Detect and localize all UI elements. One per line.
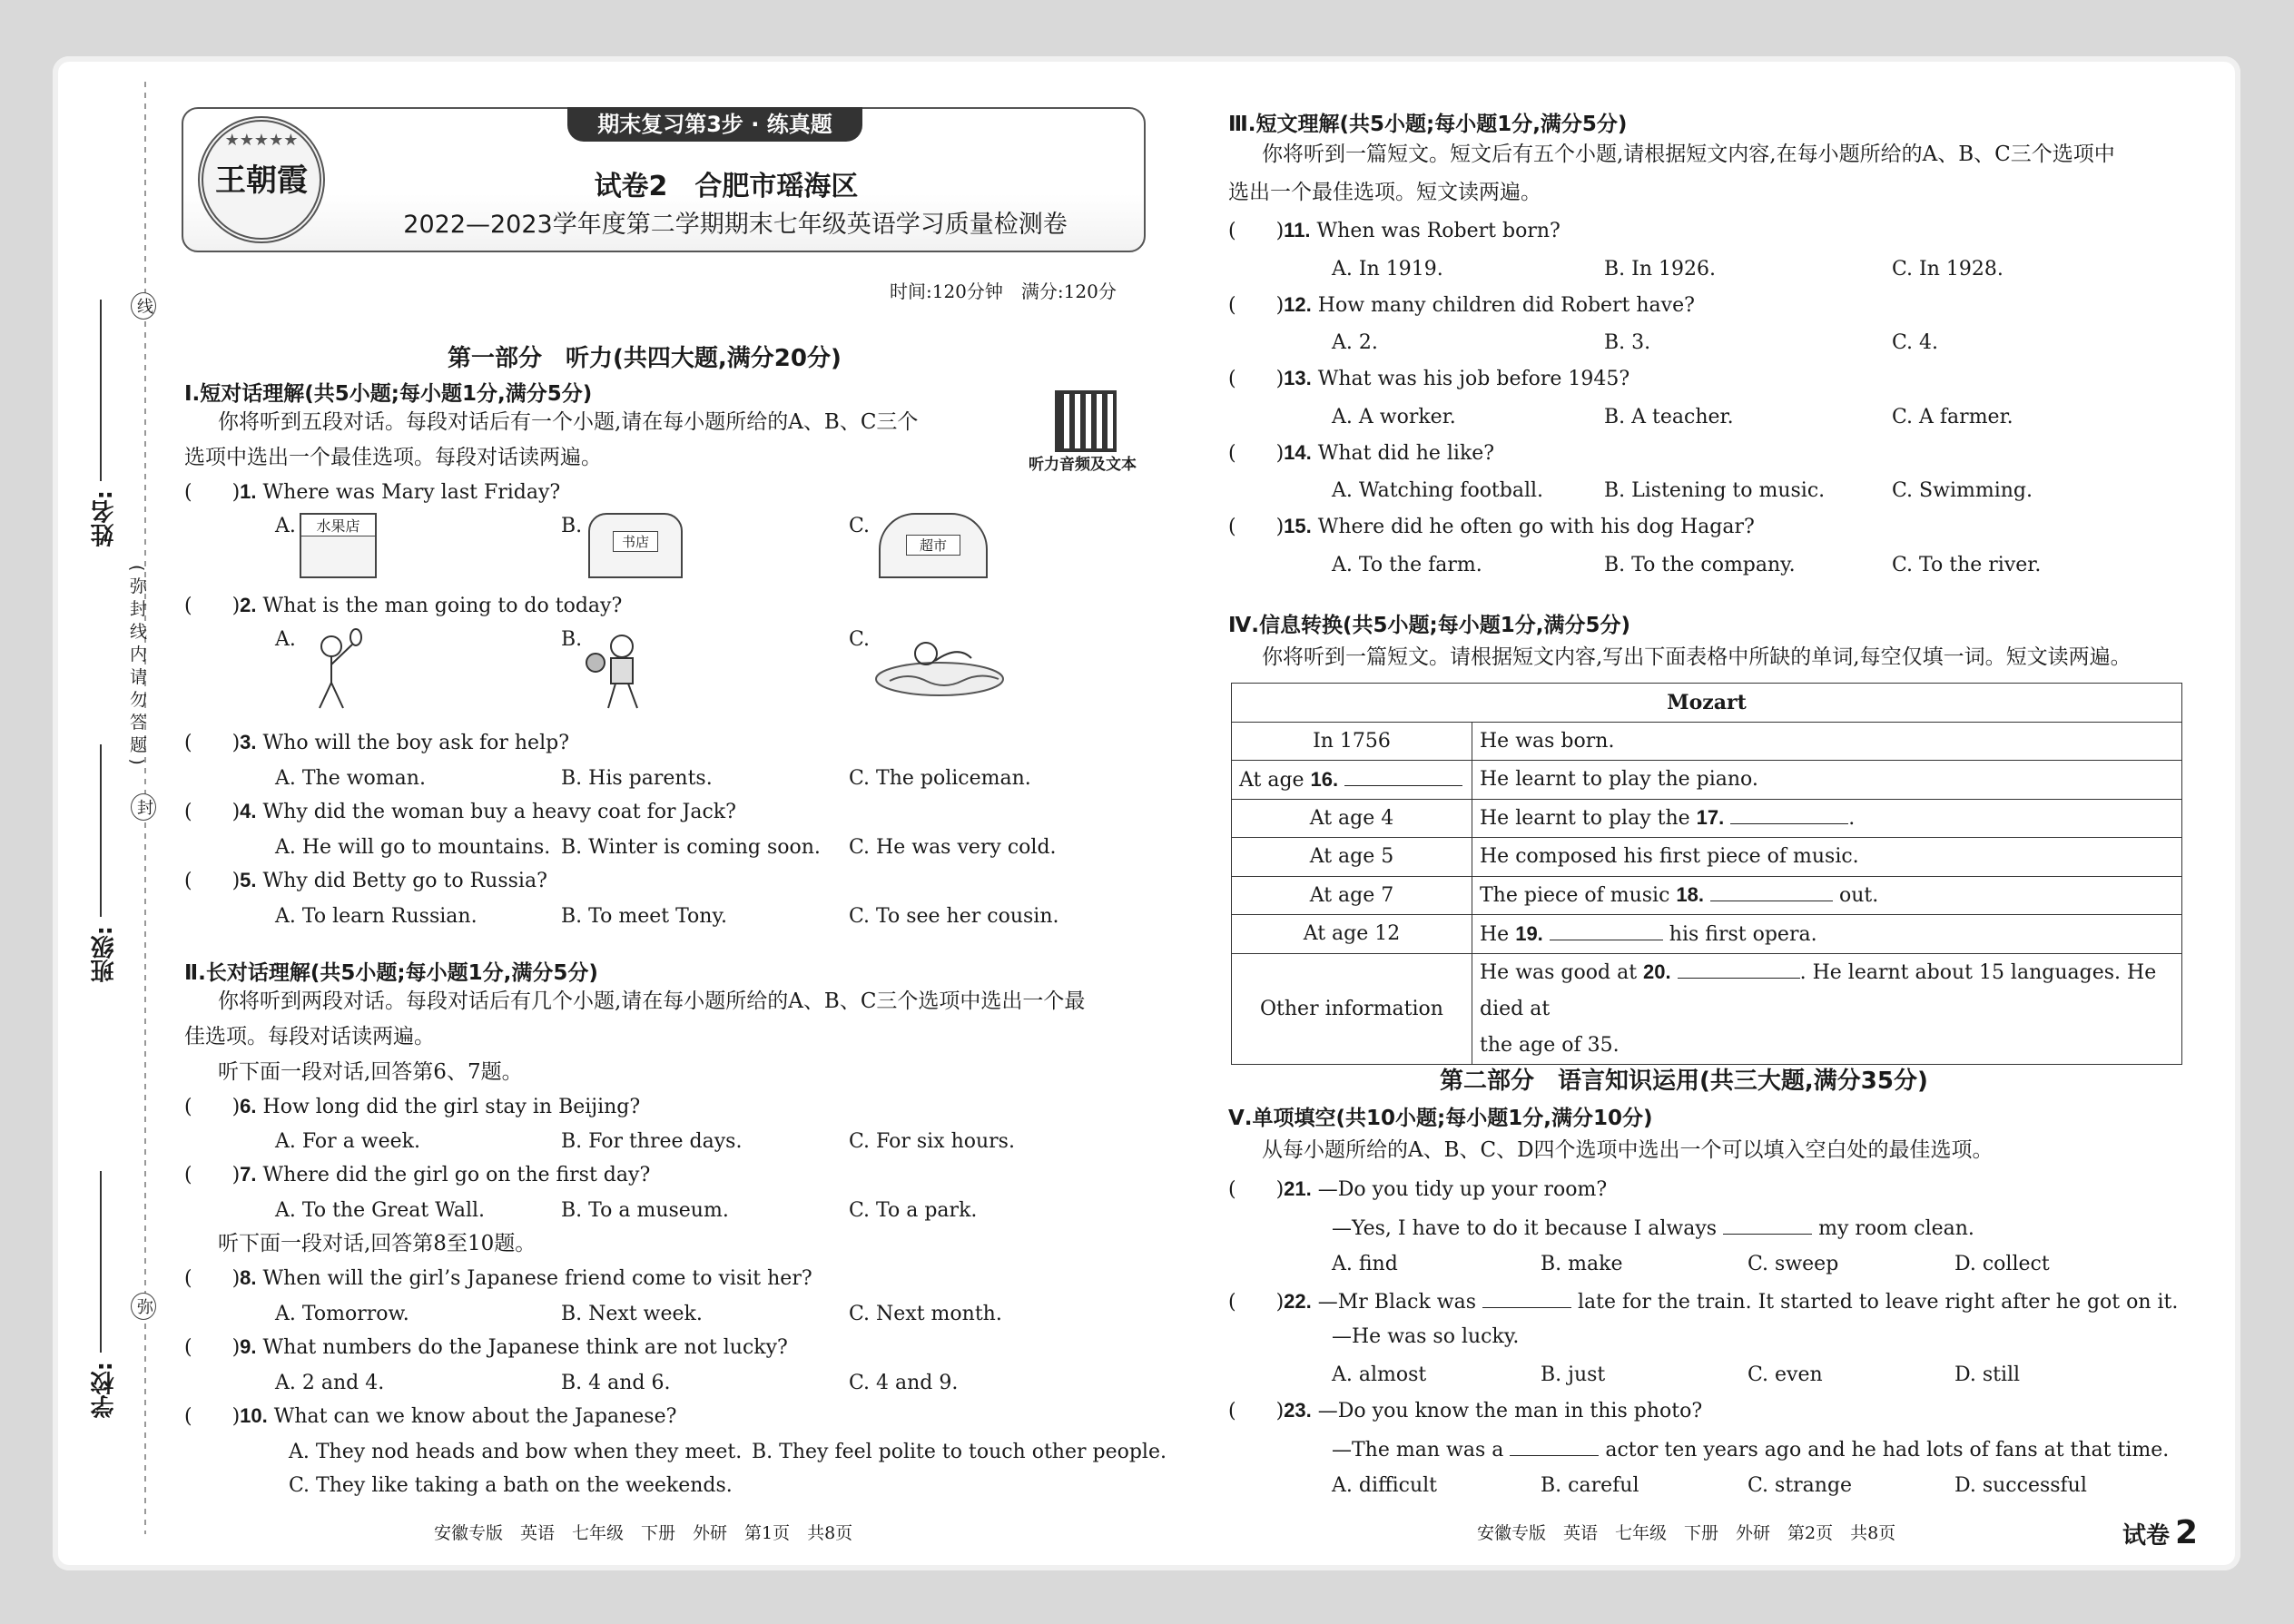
- q9-row: [184, 1337, 788, 1358]
- q14-option-a[interactable]: A. Watching football.: [1332, 479, 1544, 502]
- q23-number: 23.: [1284, 1399, 1312, 1422]
- q6-text: How long did the girl stay in Beijing?: [262, 1096, 641, 1118]
- q21-line2: [1332, 1216, 1974, 1239]
- q7-option-a[interactable]: A. To the Great Wall.: [275, 1199, 486, 1222]
- q21-blank: [1723, 1216, 1812, 1235]
- table-r6r-text: He: [1480, 922, 1516, 946]
- q21-text2b: my room clean.: [1812, 1217, 1974, 1240]
- q4-number: 4.: [240, 800, 257, 822]
- q8-answer-paren[interactable]: ( ): [184, 1267, 241, 1290]
- q9-option-b[interactable]: B. 4 and 6.: [561, 1372, 671, 1394]
- sec4-instr: 你将听到一篇短文。请根据短文内容,写出下面表格中所缺的单词,每空仅填一词。短文读两遍。: [1262, 645, 2132, 669]
- header-badge: [567, 107, 862, 142]
- sec3-title: Ⅲ.短文理解(共5小题;每小题1分,满分5分): [1228, 113, 1628, 136]
- class-field[interactable]: [100, 744, 102, 917]
- table-cell-r4r: He composed his first piece of music.: [1472, 838, 2182, 877]
- q21-number: 21.: [1284, 1177, 1312, 1200]
- q23-text: —Do you know the man in this photo?: [1317, 1400, 1703, 1422]
- q2-option-b[interactable]: B.: [561, 628, 583, 651]
- q13-option-a[interactable]: A. A worker.: [1332, 406, 1456, 428]
- q11-option-b[interactable]: B. In 1926.: [1604, 258, 1716, 281]
- q1-answer-paren[interactable]: ( ): [184, 481, 241, 504]
- header-badge-text: 期末复习第3步 · 练真题: [597, 112, 832, 137]
- q3-number: 3.: [240, 731, 257, 753]
- table-cell-r1l: In 1756: [1232, 722, 1472, 761]
- table-cell-r7r: [1472, 953, 2182, 1064]
- q9-text: What numbers do the Japanese think are not lucky?: [262, 1336, 788, 1359]
- q5-option-c[interactable]: C. To see her cousin.: [849, 905, 1059, 928]
- part1-title: 第一部分 听力(共四大题,满分20分): [448, 345, 842, 372]
- q15-answer-paren[interactable]: ( ): [1228, 516, 1285, 538]
- qr-caption: 听力音频及文本: [1029, 456, 1137, 474]
- sec5-instr: 从每小题所给的A、B、C、D四个选项中选出一个可以填入空白处的最佳选项。: [1262, 1138, 1994, 1162]
- binding-seal-mark: 封: [131, 793, 156, 821]
- q8-option-b[interactable]: B. Next week.: [561, 1303, 703, 1325]
- sec2-lead2: 听下面一段对话,回答第8至10题。: [218, 1232, 537, 1255]
- q21-option-b[interactable]: B. make: [1541, 1253, 1623, 1275]
- q9-option-c[interactable]: C. 4 and 9.: [849, 1372, 959, 1394]
- table-row: [1232, 761, 2182, 800]
- q22-option-b[interactable]: B. just: [1541, 1363, 1606, 1386]
- table-row: [1232, 876, 2182, 915]
- q15-option-c[interactable]: C. To the river.: [1892, 554, 2042, 576]
- q22-option-c[interactable]: C. even: [1748, 1363, 1823, 1386]
- school-label: 学校:: [91, 1362, 118, 1419]
- q12-option-a[interactable]: A. 2.: [1332, 331, 1378, 354]
- q9-option-a[interactable]: A. 2 and 4.: [275, 1372, 385, 1394]
- q9-number: 9.: [240, 1335, 257, 1358]
- q22-texta: —Mr Black was: [1317, 1291, 1482, 1314]
- q15-number: 15.: [1284, 515, 1312, 537]
- q8-text: When will the girl’s Japanese friend come to visit her?: [262, 1267, 812, 1290]
- q4-row: [184, 802, 736, 822]
- table-row: [1232, 838, 2182, 877]
- q4-text: Why did the woman buy a heavy coat for Jack?: [262, 801, 736, 823]
- q15-text: Where did he often go with his dog Hagar?: [1317, 516, 1755, 538]
- q2-answer-paren[interactable]: ( ): [184, 595, 241, 617]
- q8-option-c[interactable]: C. Next month.: [849, 1303, 1002, 1325]
- q10-option-c[interactable]: C. They like taking a bath on the weekends.: [289, 1474, 733, 1497]
- table-cell-r1r: He was born.: [1472, 722, 2182, 761]
- table-head: Mozart: [1232, 684, 2182, 723]
- q11-option-a[interactable]: A. In 1919.: [1332, 258, 1443, 281]
- supermarket-sign: 超市: [906, 535, 960, 556]
- q22-option-a[interactable]: A. almost: [1332, 1363, 1427, 1386]
- q13-option-c[interactable]: C. A farmer.: [1892, 406, 2013, 428]
- q23-option-c[interactable]: C. strange: [1748, 1474, 1853, 1497]
- q4-option-b[interactable]: B. Winter is coming soon.: [561, 836, 821, 859]
- q14-number: 14.: [1284, 441, 1312, 464]
- q5-option-a[interactable]: A. To learn Russian.: [275, 905, 478, 928]
- q11-answer-paren[interactable]: ( ): [1228, 220, 1285, 242]
- q2-option-c[interactable]: C.: [849, 628, 871, 651]
- sec2-instr2: 佳选项。每段对话读两遍。: [184, 1025, 435, 1048]
- q22-text2: —He was so lucky.: [1332, 1325, 1520, 1348]
- table-r7r-text2: . He learnt about 15 languages. He died at: [1480, 960, 2157, 1020]
- q3-option-a[interactable]: A. The woman.: [275, 767, 426, 790]
- fruit-shop-icon: [300, 513, 377, 578]
- q14-answer-paren[interactable]: ( ): [1228, 442, 1285, 465]
- logo-text: 王朝霞: [215, 162, 308, 199]
- q1-text: Where was Mary last Friday?: [262, 481, 561, 504]
- q6-row: [184, 1097, 640, 1117]
- q23-line2: [1332, 1438, 2169, 1461]
- sec3-instr1: 你将听到一篇短文。短文后有五个小题,请根据短文内容,在每小题所给的A、B、C三个选项中: [1262, 143, 2115, 166]
- table-cell-r5r: [1472, 876, 2182, 915]
- q2-option-a[interactable]: A.: [275, 628, 296, 651]
- q13-option-b[interactable]: B. A teacher.: [1604, 406, 1734, 428]
- q3-text: Who will the boy ask for help?: [262, 732, 569, 754]
- q10-option-b[interactable]: B. They feel polite to touch other people.: [752, 1441, 1167, 1463]
- blank-18-number: 18.: [1676, 883, 1704, 907]
- table-cell-r4l: At age 5: [1232, 838, 1472, 877]
- table-cell-r6r: [1472, 915, 2182, 954]
- footer-right: 安徽专版 英语 七年级 下册 外研 第2页 共8页: [1477, 1523, 1896, 1543]
- q3-option-b[interactable]: B. His parents.: [561, 767, 713, 790]
- q4-option-a[interactable]: A. He will go to mountains.: [275, 836, 551, 859]
- q23-answer-paren[interactable]: ( ): [1228, 1400, 1285, 1422]
- q7-text: Where did the girl go on the first day?: [262, 1164, 651, 1186]
- q21-option-c[interactable]: C. sweep: [1748, 1253, 1839, 1275]
- q5-answer-paren[interactable]: ( ): [184, 870, 241, 892]
- binding-seal2-mark: 弥: [131, 1293, 156, 1320]
- q10-answer-paren[interactable]: ( ): [184, 1405, 241, 1428]
- table-r7r-text: He was good at: [1480, 960, 1644, 984]
- mozart-table: [1231, 683, 2182, 1065]
- q7-option-c[interactable]: C. To a park.: [849, 1199, 978, 1222]
- table-r5r-text2: out.: [1832, 884, 1879, 908]
- paper-tag-number: 2: [2175, 1514, 2199, 1551]
- table-row: [1232, 799, 2182, 838]
- table-r2l-text: At age: [1239, 768, 1311, 792]
- qr-code-icon[interactable]: [1055, 390, 1117, 452]
- supermarket-icon: [879, 513, 988, 578]
- q21-option-a[interactable]: A. find: [1332, 1253, 1398, 1275]
- paper-tag: [2122, 1514, 2198, 1551]
- q6-option-c[interactable]: C. For six hours.: [849, 1130, 1015, 1153]
- q8-row: [184, 1268, 812, 1289]
- q12-answer-paren[interactable]: ( ): [1228, 294, 1285, 317]
- table-cell-r2l: [1232, 761, 1472, 800]
- footer-left: 安徽专版 英语 七年级 下册 外研 第1页 共8页: [434, 1523, 853, 1543]
- q15-option-a[interactable]: A. To the farm.: [1332, 554, 1482, 576]
- q1-number: 1.: [240, 480, 257, 503]
- q23-blank: [1510, 1438, 1599, 1456]
- fruit-shop-sign: 水果店: [301, 515, 375, 536]
- q4-answer-paren[interactable]: ( ): [184, 801, 241, 823]
- blank-18-input[interactable]: [1710, 883, 1833, 901]
- sec1-title: Ⅰ.短对话理解(共5小题;每小题1分,满分5分): [184, 382, 593, 406]
- q4-option-c[interactable]: C. He was very cold.: [849, 836, 1057, 859]
- q22-blank: [1482, 1290, 1571, 1308]
- q3-answer-paren[interactable]: ( ): [184, 732, 241, 754]
- q10-row: [184, 1406, 676, 1427]
- q21-text2a: —Yes, I have to do it because I always: [1332, 1217, 1724, 1240]
- q13-text: What was his job before 1945?: [1317, 368, 1630, 390]
- q12-row: [1228, 295, 1695, 316]
- q8-number: 8.: [240, 1266, 257, 1289]
- swimmer-icon: [871, 626, 1008, 699]
- q10-number: 10.: [240, 1404, 268, 1427]
- q14-text: What did he like?: [1317, 442, 1495, 465]
- q13-row: [1228, 369, 1629, 389]
- q2-text: What is the man going to do today?: [262, 595, 623, 617]
- q21-text: —Do you tidy up your room?: [1317, 1178, 1608, 1201]
- binding-warning: (弥封线内请勿答题): [127, 565, 147, 771]
- blank-19-number: 19.: [1515, 921, 1543, 945]
- q13-answer-paren[interactable]: ( ): [1228, 368, 1285, 390]
- q9-answer-paren[interactable]: ( ): [184, 1336, 241, 1359]
- q13-number: 13.: [1284, 367, 1312, 389]
- paper-tag-label: 试卷: [2122, 1522, 2171, 1550]
- q1-option-c[interactable]: C.: [849, 515, 871, 537]
- logo-stars-icon: ★★★★★: [224, 131, 299, 150]
- sec3-instr2: 选出一个最佳选项。短文读两遍。: [1228, 181, 1541, 204]
- q6-option-a[interactable]: A. For a week.: [275, 1130, 420, 1153]
- q11-text: When was Robert born?: [1316, 220, 1561, 242]
- table-cell-r6l: At age 12: [1232, 915, 1472, 954]
- q6-option-b[interactable]: B. For three days.: [561, 1130, 743, 1153]
- q14-row: [1228, 443, 1494, 464]
- name-field[interactable]: [100, 300, 102, 481]
- table-r6r-text2: his first opera.: [1662, 922, 1817, 946]
- q7-option-b[interactable]: B. To a museum.: [561, 1199, 729, 1222]
- table-cell-r7l: Other information: [1232, 953, 1472, 1064]
- q22-answer-paren[interactable]: ( ): [1228, 1291, 1285, 1314]
- blank-20-input[interactable]: [1678, 960, 1800, 979]
- sec5-title: Ⅴ.单项填空(共10小题;每小题1分,满分10分): [1228, 1107, 1653, 1130]
- q1-option-b[interactable]: B.: [561, 515, 583, 537]
- sec1-instr1: 你将听到五段对话。每段对话后有一个小题,请在每小题所给的A、B、C三个: [218, 410, 919, 434]
- table-cell-r2r: He learnt to play the piano.: [1472, 761, 2182, 800]
- table-r5r-text: The piece of music: [1480, 884, 1677, 908]
- q10-text: What can we know about the Japanese?: [273, 1405, 677, 1428]
- table-row: [1232, 915, 2182, 954]
- q6-number: 6.: [240, 1095, 257, 1117]
- q7-row: [184, 1165, 650, 1186]
- q11-row: [1228, 221, 1561, 241]
- q8-option-a[interactable]: A. Tomorrow.: [275, 1303, 409, 1325]
- q2-row: [184, 595, 622, 616]
- part2-title: 第二部分 语言知识运用(共三大题,满分35分): [1440, 1068, 1928, 1095]
- q22-row: [1228, 1290, 2178, 1313]
- q5-text: Why did Betty go to Russia?: [262, 870, 547, 892]
- q7-answer-paren[interactable]: ( ): [184, 1164, 241, 1186]
- q12-text: How many children did Robert have?: [1317, 294, 1695, 317]
- q22-option-d[interactable]: D. still: [1954, 1363, 2021, 1386]
- q21-answer-paren[interactable]: ( ): [1228, 1178, 1285, 1201]
- sec1-instr2: 选项中选出一个最佳选项。每段对话读两遍。: [184, 446, 602, 469]
- q22-textb: late for the train. It started to leave right after he got on it.: [1571, 1291, 2179, 1314]
- tennis-player-icon: [300, 626, 363, 713]
- q3-option-c[interactable]: C. The policeman.: [849, 767, 1031, 790]
- bookstore-sign: 书店: [613, 531, 658, 552]
- q5-row: [184, 871, 547, 891]
- q1-row: [184, 482, 560, 503]
- q5-number: 5.: [240, 869, 257, 891]
- q22-number: 22.: [1284, 1290, 1312, 1313]
- q11-option-c[interactable]: C. In 1928.: [1892, 258, 2004, 281]
- blank-16-number: 16.: [1310, 767, 1339, 791]
- blank-19-input[interactable]: [1550, 922, 1663, 940]
- sec2-lead1: 听下面一段对话,回答第6、7题。: [218, 1060, 523, 1084]
- q7-number: 7.: [240, 1163, 257, 1186]
- name-label: 姓名:: [91, 490, 118, 547]
- table-row: [1232, 953, 2182, 1064]
- q12-option-c[interactable]: C. 4.: [1892, 331, 1939, 354]
- q12-number: 12.: [1284, 293, 1312, 316]
- table-r3r-text: He learnt to play the: [1480, 807, 1697, 831]
- q5-option-b[interactable]: B. To meet Tony.: [561, 905, 727, 928]
- q15-option-b[interactable]: B. To the company.: [1604, 554, 1796, 576]
- q23-option-a[interactable]: A. difficult: [1332, 1474, 1438, 1497]
- table-r7r-text3: the age of 35.: [1480, 1033, 1620, 1057]
- q23-row: [1228, 1401, 1702, 1422]
- header-title: 试卷2 合肥市瑶海区: [594, 171, 859, 202]
- table-row: [1232, 722, 2182, 761]
- blank-17-input[interactable]: [1730, 806, 1848, 824]
- q23-text2b: actor ten years ago and he had lots of fans at that time.: [1599, 1439, 2170, 1462]
- binding-line-mark: 线: [131, 292, 156, 320]
- q14-option-b[interactable]: B. Listening to music.: [1604, 479, 1826, 502]
- sec2-title: Ⅱ.长对话理解(共5小题;每小题1分,满分5分): [184, 961, 598, 985]
- q15-row: [1228, 517, 1755, 537]
- blank-16-input[interactable]: [1344, 768, 1462, 786]
- blank-17-number: 17.: [1696, 806, 1725, 830]
- q23-option-b[interactable]: B. careful: [1541, 1474, 1639, 1497]
- q6-answer-paren[interactable]: ( ): [184, 1096, 241, 1118]
- q21-option-d[interactable]: D. collect: [1954, 1253, 2050, 1275]
- school-field[interactable]: [100, 1171, 102, 1353]
- q12-option-b[interactable]: B. 3.: [1604, 331, 1651, 354]
- table-cell-r3r: He learnt to play the 17. .: [1472, 799, 2182, 838]
- sec2-instr1: 你将听到两段对话。每段对话后有几个小题,请在每小题所给的A、B、C三个选项中选出一个最: [218, 989, 1086, 1013]
- q23-option-d[interactable]: D. successful: [1954, 1474, 2087, 1497]
- bookstore-icon: [588, 513, 683, 578]
- header-subtitle: 2022—2023学年度第二学期期末七年级英语学习质量检测卷: [403, 211, 1068, 239]
- q10-option-a[interactable]: A. They nod heads and bow when they meet.: [289, 1441, 743, 1463]
- q23-text2a: —The man was a: [1332, 1439, 1511, 1462]
- logo: [198, 116, 325, 243]
- q3-row: [184, 733, 569, 753]
- q11-number: 11.: [1284, 219, 1311, 241]
- class-label: 班级:: [91, 926, 118, 983]
- basketball-player-icon: [581, 626, 654, 713]
- q21-row: [1228, 1179, 1607, 1200]
- blank-20-number: 20.: [1643, 960, 1671, 983]
- table-cell-r3l: At age 4: [1232, 799, 1472, 838]
- q1-option-a[interactable]: A.: [275, 515, 296, 537]
- time-score: 时间:120分钟 满分:120分: [890, 281, 1117, 302]
- q14-option-c[interactable]: C. Swimming.: [1892, 479, 2033, 502]
- table-cell-r5l: At age 7: [1232, 876, 1472, 915]
- q2-number: 2.: [240, 594, 257, 616]
- sec4-title: Ⅳ.信息转换(共5小题;每小题1分,满分5分): [1228, 614, 1630, 637]
